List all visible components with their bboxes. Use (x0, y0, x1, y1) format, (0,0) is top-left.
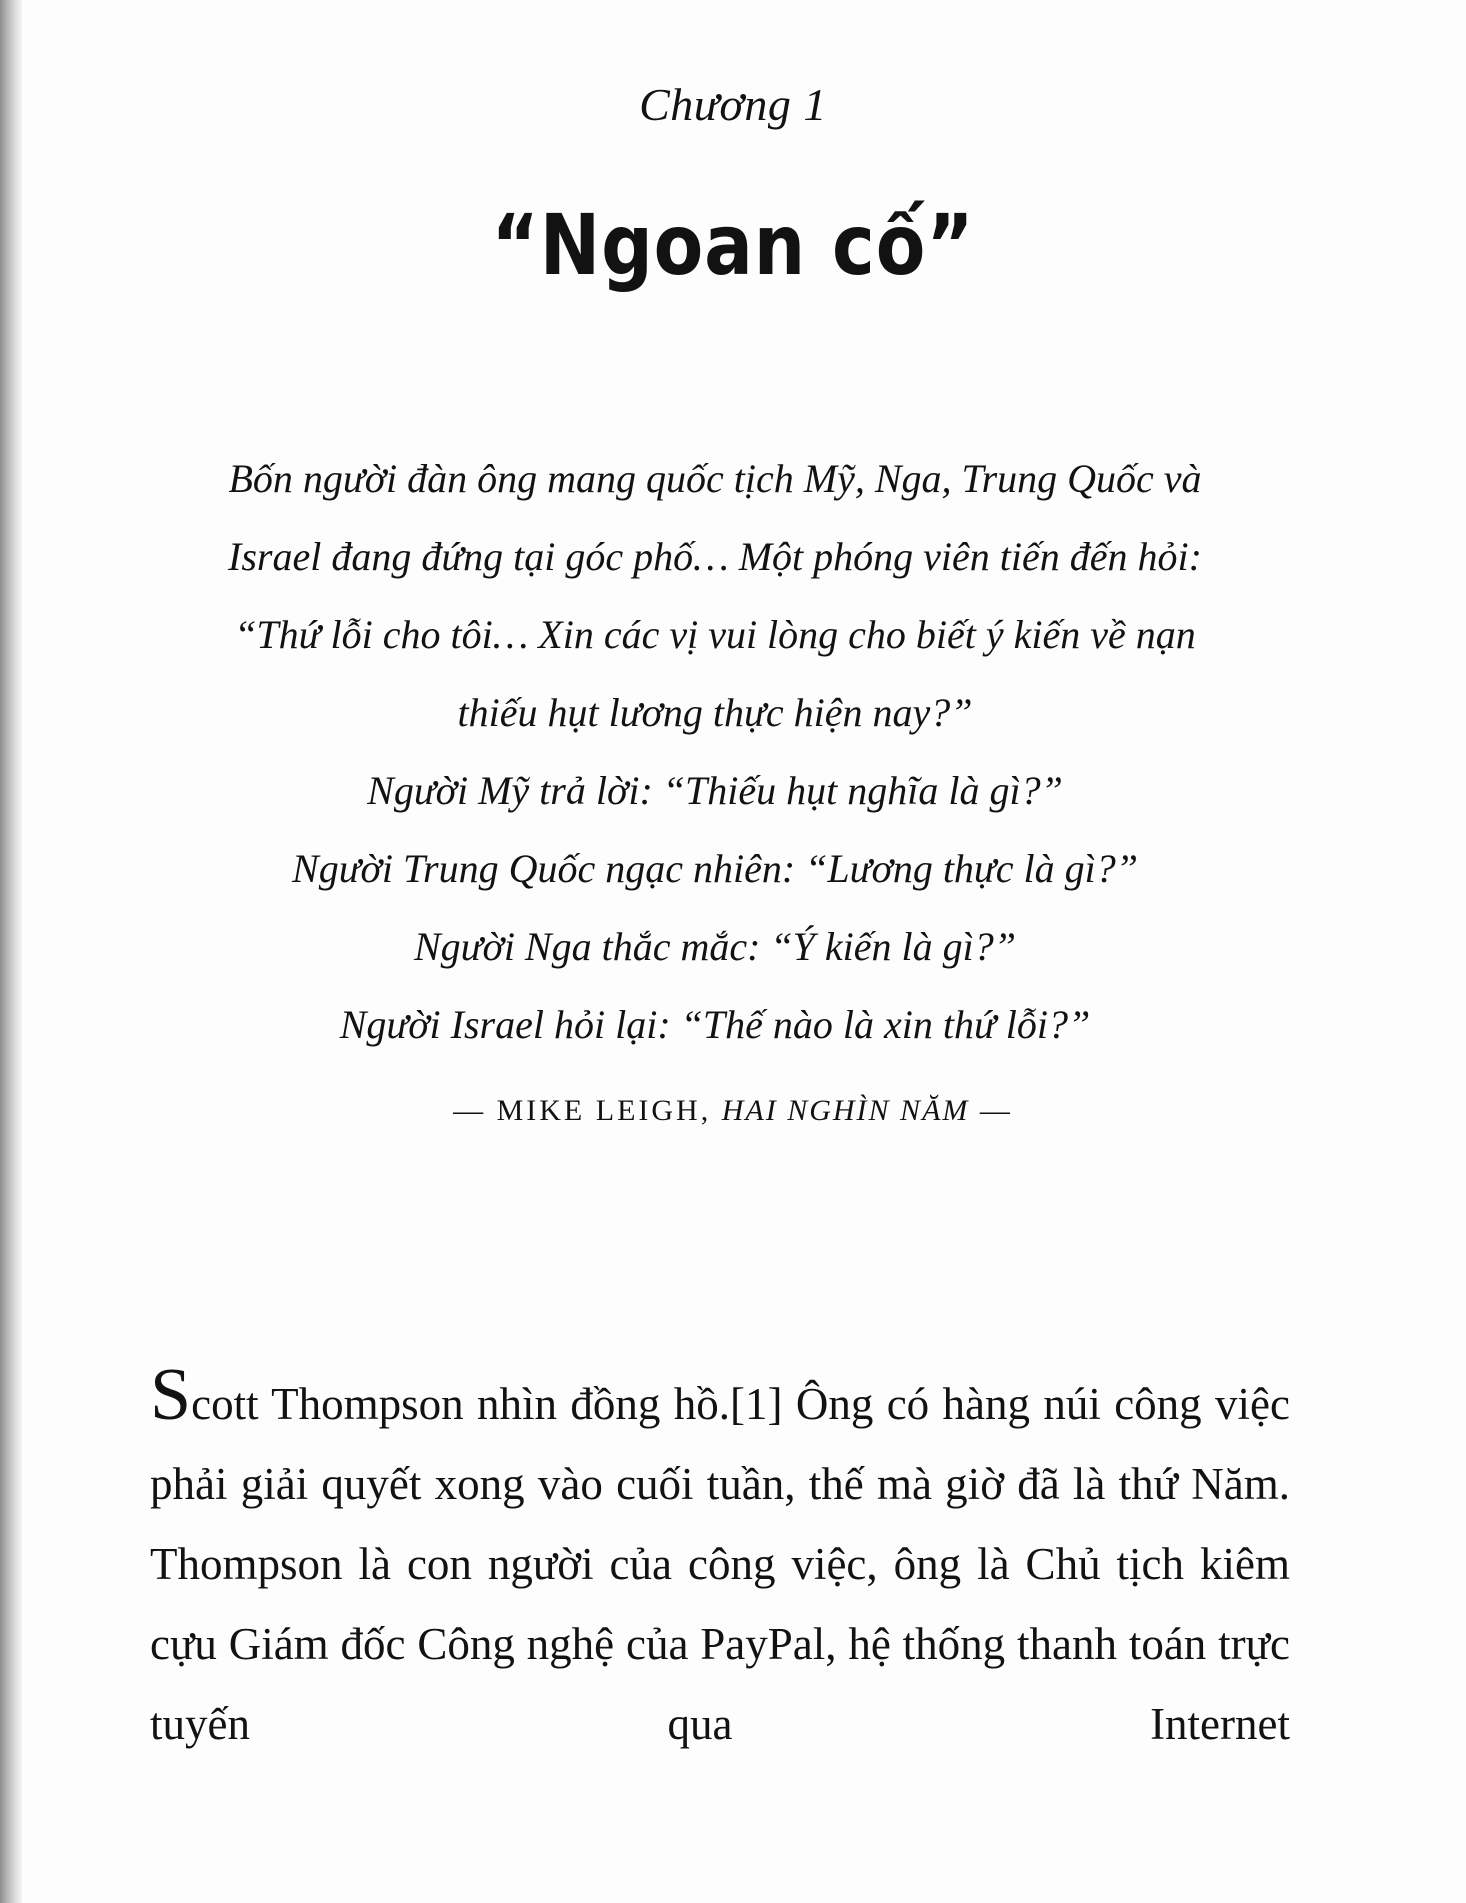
epigraph-line-chinese: Người Trung Quốc ngạc nhiên: “Lương thực là gì?” (292, 846, 1138, 891)
epigraph (200, 440, 1230, 1064)
epigraph-opening: Bốn người đàn ông mang quốc tịch Mỹ, Nga, Trung Quốc và Israel đang đứng tại góc phố… Một phóng viên tiến đến hỏi: “Thứ lỗi cho tôi… Xin các vị vui lòng cho biết ý kiến về nạn thiếu hụt lương thực hiện nay?” (228, 456, 1202, 735)
body-paragraph (150, 1354, 1290, 1764)
epigraph-line-russian: Người Nga thắc mắc: “Ý kiến là gì?” (413, 924, 1017, 969)
chapter-title: “Ngoan cố” (491, 196, 975, 294)
epigraph-attribution (0, 1094, 1466, 1128)
attribution-work: HAI NGHÌN NĂM (721, 1094, 970, 1127)
attribution-author: MIKE LEIGH, (496, 1094, 712, 1127)
epigraph-line-israeli: Người Israel hỏi lại: “Thế nào là xin thứ lỗi?” (339, 1002, 1091, 1047)
chapter-label: Chương 1 (639, 79, 827, 130)
epigraph-line-american: Người Mỹ trả lời: “Thiếu hụt nghĩa là gì?” (367, 768, 1063, 813)
body-text: cott Thompson nhìn đồng hồ.[1] Ông có hàng núi công việc phải giải quyết xong vào cuối tuần, thế mà giờ đã là thứ Năm. Thompson là con người của công việc, ông là Chủ tịch kiêm cựu Giám đốc Công nghệ của PayPal, hệ thống thanh toán trực tuyến qua Internet (150, 1379, 1290, 1749)
binding-shadow (0, 0, 22, 1903)
attribution-dash-right: — (969, 1094, 1013, 1127)
drop-cap: S (150, 1354, 192, 1436)
attribution-dash-left: — (453, 1094, 497, 1127)
